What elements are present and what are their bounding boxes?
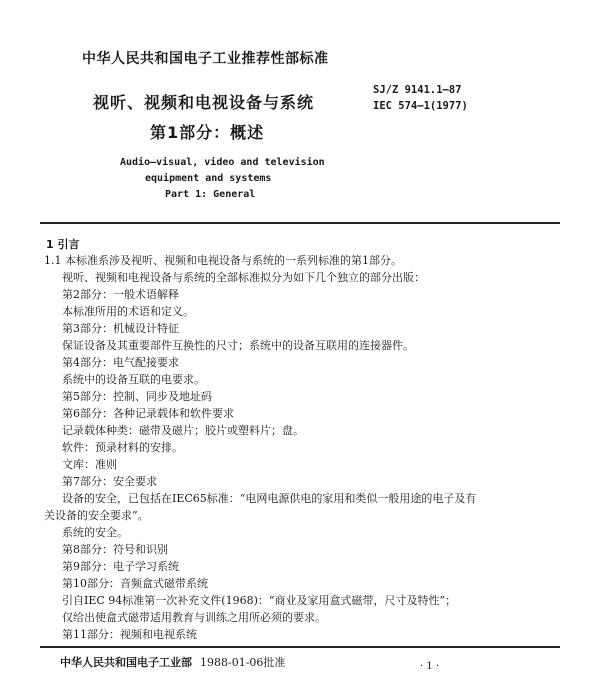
body-line: 保证设备及其重要部件互换性的尺寸；系统中的设备互联用的连接器件。 (62, 339, 414, 352)
title-en-line1: Audio—visual, video and television (120, 157, 325, 168)
page-number: · 1 · (420, 661, 440, 672)
standard-code-iec: IEC 574—1(1977) (373, 100, 468, 112)
footer-organization: 中华人民共和国电子工业部 (60, 656, 192, 669)
body-line: 第6部分：各种记录载体和软件要求 (62, 407, 234, 420)
body-line: 第2部分：一般术语解释 (62, 288, 179, 301)
issuer-header: 中华人民共和国电子工业推荐性部标准 (82, 51, 329, 67)
body-line: 第4部分：电气配接要求 (62, 356, 179, 369)
header-divider (40, 222, 560, 224)
body-line: 第3部分：机械设计特征 (62, 322, 179, 335)
body-line: 第7部分：安全要求 (62, 475, 157, 488)
body-line: 仅给出使盒式磁带适用教育与训练之用所必须的要求。 (62, 611, 326, 624)
body-line: 第5部分：控制、同步及地址码 (62, 390, 212, 403)
body-line: 软件：预录材料的安排。 (62, 441, 183, 454)
body-line: 第9部分：电子学习系统 (62, 560, 179, 573)
title-cn-line1: 视听、视频和电视设备与系统 (93, 93, 315, 112)
body-line: 系统中的设备互联的电要求。 (62, 373, 205, 386)
standard-code-sj: SJ/Z 9141.1—87 (373, 84, 462, 96)
body-line: 文库：准则 (62, 458, 117, 471)
body-line: 设备的安全，已包括在IEC65标准：“电网电源供电的家用和类似一般用途的电子及有 (62, 492, 477, 505)
body-line: 第11部分：视频和电视系统 (62, 628, 197, 641)
title-en-line2: equipment and systems (145, 173, 272, 184)
body-line: 关设备的安全要求”。 (44, 509, 149, 522)
body-line: 第10部分：音频盒式磁带系统 (62, 577, 208, 590)
body-line: 1.1 本标准系涉及视听、视频和电视设备与系统的一系列标准的第1部分。 (44, 254, 402, 267)
body-line: 引自IEC 94标准第一次补充文件(1968)：“商业及家用盒式磁带，尺寸及特性”； (62, 594, 457, 607)
title-en-line3: Part 1: General (165, 189, 256, 200)
body-line: 系统的安全。 (62, 526, 128, 539)
footer-divider (40, 646, 560, 648)
body-line: 本标准所用的术语和定义。 (62, 305, 194, 318)
body-line: 视听、视频和电视设备与系统的全部标准拟分为如下几个独立的部分出版： (62, 271, 425, 284)
section-heading: 1 引言 (46, 238, 80, 251)
footer-approval-date: 1988-01-06批准 (200, 656, 286, 669)
title-cn-line2: 第1部分：概述 (150, 123, 265, 142)
body-line: 记录载体种类：磁带及磁片；胶片或塑料片；盘。 (62, 424, 304, 437)
body-line: 第8部分：符号和识别 (62, 543, 168, 556)
